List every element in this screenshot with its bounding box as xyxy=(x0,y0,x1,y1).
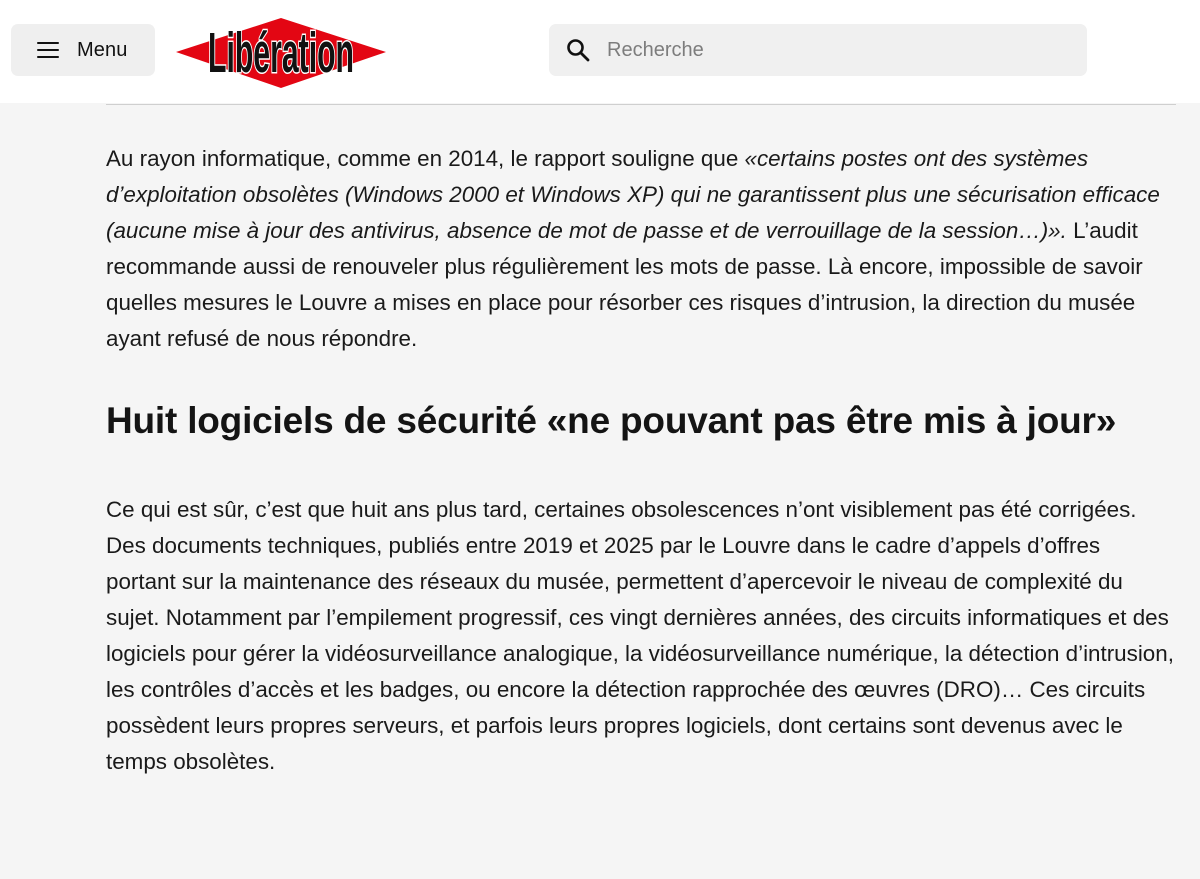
article-paragraph-1 xyxy=(106,141,1176,357)
article-subheading: Huit logiciels de sécurité «ne pouvant pas être mis à jour» xyxy=(106,400,1117,441)
site-header xyxy=(0,0,1200,103)
search-bar[interactable] xyxy=(549,24,1087,76)
paragraph-1-quote: «certains postes ont des systèmes d’exploitation obsolètes (Windows 2000 et Windows XP) qui ne garantissent plus une sécurisation efficace (aucune mise à jour des antivirus, absence de mot de passe et de verrouillage de la session…)». xyxy=(106,146,1160,243)
header-divider xyxy=(106,104,1176,105)
search-input[interactable] xyxy=(607,30,1047,70)
liberation-logo[interactable] xyxy=(176,12,386,92)
search-icon xyxy=(565,37,591,63)
logo-wordmark: Libération xyxy=(208,21,354,85)
article-body xyxy=(106,141,1176,780)
menu-button[interactable] xyxy=(11,24,155,76)
menu-label: Menu xyxy=(77,38,128,61)
hamburger-icon xyxy=(37,42,59,58)
paragraph-1-rest: L’audit recommande aussi de renouveler plus régulièrement les mots de passe. Là encore, impossible de savoir quelles mesures le Louvre a mises en place pour résorber ces risques d’intrusion, la direction du musée ayant refusé de nous répondre. xyxy=(106,218,1143,351)
article-paragraph-2: Ce qui est sûr, c’est que huit ans plus tard, certaines obsolescences n’ont visiblement pas été corrigées. Des documents techniques, publiés entre 2019 et 2025 par le Louvre dans le cadre d’appels d’offres portant sur la maintenance des réseaux du musée, permettent d’apercevoir le niveau de complexité du sujet. Notamment par l’empilement progressif, ces vingt dernières années, des circuits informatiques et des logiciels pour gérer la vidéosurveillance analogique, la vidéosurveillance numérique, la détection d’intrusion, les contrôles d’accès et les badges, ou encore la détection rapprochée des œuvres (DRO)… Ces circuits possèdent leurs propres serveurs, et parfois leurs propres logiciels, dont certains sont devenus avec le temps obsolètes. xyxy=(106,497,1174,774)
paragraph-1-intro: Au rayon informatique, comme en 2014, le rapport souligne que xyxy=(106,146,745,171)
